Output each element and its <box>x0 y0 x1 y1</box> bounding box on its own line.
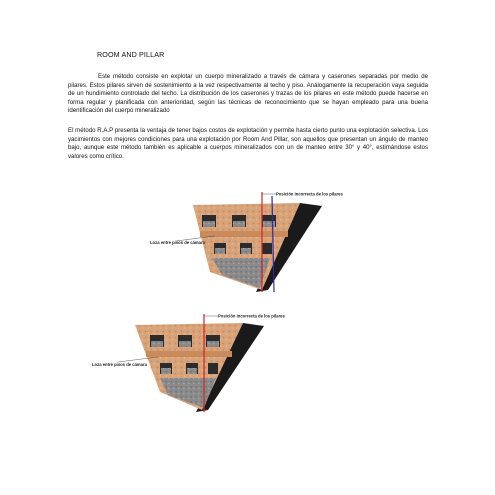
paragraph-1: Este método consiste en explotar un cuerpo mineralizado a través de cámara y caserones separadas por medio de pilares. Estos pilares sirven de sostenimiento a la vez respectivamente al techo y piso. Análogamente la recuperación vaya seguida de un hundimiento controlado del techo. La distribución de los caserones y trazas de los pilares en este método puede hacerse en forma regular y planificada con anterioridad, según las técnicas de reconocimiento que se hayan empleado para una buena identificación del cuerpo mineralizado <box>68 73 428 115</box>
figure-2-label-left: Loza entre pisos de cámara <box>92 362 147 367</box>
figure-2-ore <box>161 368 171 374</box>
figure-2-ore <box>187 368 197 374</box>
figure-2-slab <box>146 351 232 357</box>
figure-2-ore <box>207 341 219 347</box>
paragraph-2: El método R.A.P presenta la ventaja de tener bajos costos de explotación y permite hasta cierto punto una explotación selectiva. Los yacimientos con mejores condiciones para una explotación por Room And Pillar, son aquellos que presentan un ángulo de manteo bajo, aunque este método también es aplicable a cuerpos mineralizados con un de manteo entre 30° y 40°, estimándose estos valores como crítico. <box>68 127 428 160</box>
figure-2 <box>92 314 285 413</box>
figure-2-ore <box>151 341 163 347</box>
figure-1-label-top: Posición incorrecta de los pilares <box>276 191 343 197</box>
figure-2-chamber <box>208 363 218 374</box>
figure-1-ore <box>215 248 225 254</box>
figure-1 <box>150 192 343 293</box>
figure-1-ore <box>241 248 251 254</box>
figure-1-ore <box>203 221 215 227</box>
page-title: ROOM AND PILLAR <box>97 50 165 59</box>
figure-2-label-top: Posición incorrecta de los pilares <box>218 313 285 319</box>
figure-1-label-left: Loza entre pisos de cámara <box>150 240 205 245</box>
figure-1-ore <box>233 221 245 227</box>
figure-1-chamber <box>262 243 272 254</box>
figure-2-ore <box>179 341 191 347</box>
